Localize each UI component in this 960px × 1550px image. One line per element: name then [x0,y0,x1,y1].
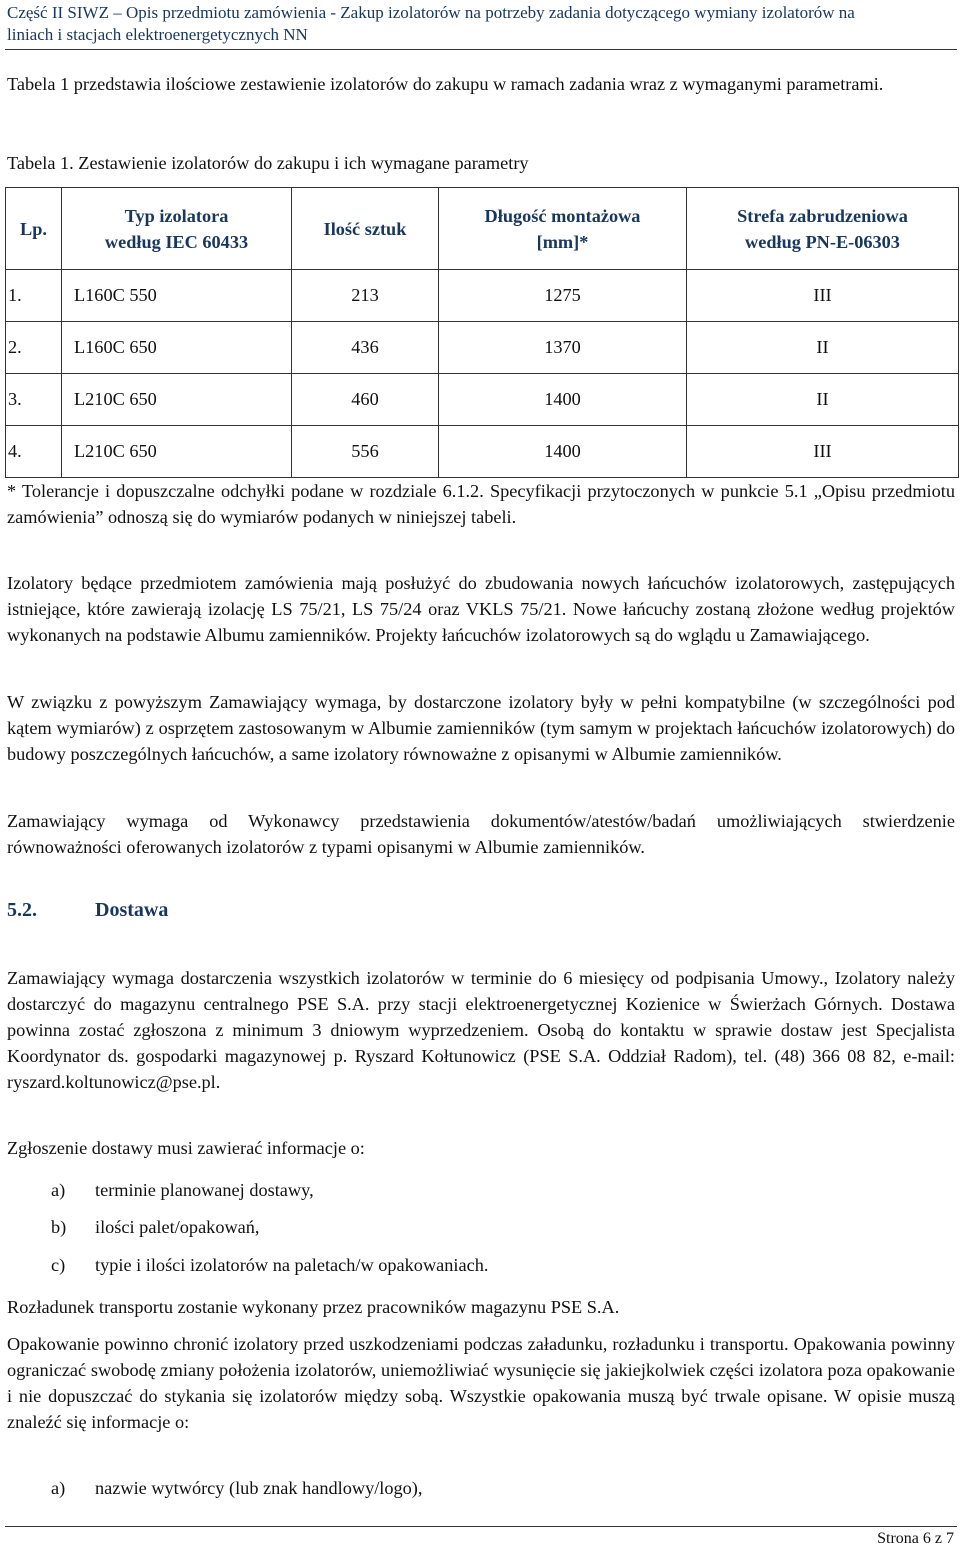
delivery-paragraph: Zamawiający wymaga dostarczenia wszystkich izolatorów w terminie do 6 miesięcy od podpisania Umowy., Izolatory należy dostarczyć do magazynu centralnego PSE S.A. przy stacji elektroenergetycznej Kozienice w Świerżach Górnych. Dostawa powinna zostać zgłoszona z minimum 3 dniowym wyprzedzeniem. Osobą do kontaktu w sprawie dostaw jest Specjalista Koordynator ds. gospodarki magazynowej p. Ryszard Kołtunowicz (PSE S.A. Oddział Radom), tel. (48) 366 08 82, e-mail: ryszard.koltunowicz@pse.pl. [7,968,955,1092]
cell-lp: 1. [6,270,62,322]
cell-type: L160C 650 [62,322,292,374]
cell-zone: III [687,426,959,478]
list-text: nazwie wytwórcy (lub znak handlowy/logo), [95,1478,423,1498]
table-row [6,426,959,478]
header-type-line2: według IEC 60433 [104,231,249,252]
header-zone [687,188,959,270]
cell-length: 1400 [439,426,687,478]
cell-type: L210C 650 [62,426,292,478]
list-text: ilości palet/opakowań, [95,1217,260,1237]
list-item [7,1177,314,1203]
header-length-line2: [mm]* [536,231,589,252]
list-item [7,1214,260,1240]
header-zone-line1: Strefa zabrudzeniowa [737,205,908,226]
list-marker: a) [51,1180,66,1200]
header-quantity-text: Ilość sztuk [323,218,407,239]
list-marker: b) [51,1217,67,1237]
cell-zone: II [687,374,959,426]
insulator-table [5,187,959,478]
header-line-2: liniach i stacjach elektroenergetycznych NN [7,25,308,44]
header-line-1: Część II SIWZ – Opis przedmiotu zamówienia - Zakup izolatorów na potrzeby zadania dotyczącego wymiany izolatorów na [7,3,855,22]
footer-divider [5,1526,957,1527]
cell-quantity: 436 [292,322,439,374]
section-title: Dostawa [95,899,169,921]
cell-zone: III [687,270,959,322]
table-title: Tabela 1. Zestawienie izolatorów do zakupu i ich wymagane parametry [7,153,529,173]
list-item [7,1475,422,1501]
list-text: terminie planowanej dostawy, [95,1180,314,1200]
header-length [439,188,687,270]
cell-quantity: 213 [292,270,439,322]
unloading-paragraph: Rozładunek transportu zostanie wykonany przez pracowników magazynu PSE S.A. [7,1297,620,1317]
header-type-line1: Typ izolatora [124,205,229,226]
page-header [7,2,957,46]
page-number: Strona 6 z 7 [877,1530,954,1547]
list-marker: a) [51,1478,66,1498]
intro-paragraph: Tabela 1 przedstawia ilościowe zestawienie izolatorów do zakupu w ramach zadania wraz z wymaganymi parametrami. [7,74,884,94]
section-number: 5.2. [7,899,37,921]
paragraph-compatibility: W związku z powyższym Zamawiający wymaga, by dostarczone izolatory były w pełni kompatybilne (w szczególności pod kątem wymiarów) z osprzętem zastosowanym w Albumie zamienników (tym samym w projektach łańcuchów izolatorowych) do budowy poszczególnych łańcuchów, a same izolatory równoważne z opisanymi w Albumie zamienników. [7,692,955,764]
notification-intro: Zgłoszenie dostawy musi zawierać informacje o: [7,1138,365,1158]
header-lp-text: Lp. [20,218,47,239]
cell-length: 1400 [439,374,687,426]
header-quantity [292,188,439,270]
section-heading [7,899,168,922]
table-row [6,374,959,426]
table-row [6,322,959,374]
cell-quantity: 460 [292,374,439,426]
cell-length: 1370 [439,322,687,374]
table-row [6,270,959,322]
cell-length: 1275 [439,270,687,322]
packaging-paragraph: Opakowanie powinno chronić izolatory przed uszkodzeniami podczas załadunku, rozładunku i transportu. Opakowania powinny ograniczać swobodę zmiany położenia izolatorów, uniemożliwiać wysunięcie się jakiejkolwiek części izolatora poza opakowanie i nie dopuszczać do stykania się izolatorów między sobą. Wszystkie opakowania muszą być trwale opisane. W opisie muszą znaleźć się informacje o: [7,1334,955,1432]
table-header-row [6,188,959,270]
paragraph-insulators: Izolatory będące przedmiotem zamówienia mają posłużyć do zbudowania nowych łańcuchów izolatorowych, zastępujących istniejące, które zawierają izolację LS 75/21, LS 75/24 oraz VKLS 75/21. Nowe łańcuchy zostaną złożone według projektów wykonanych na podstawie Albumu zamienników. Projekty łańcuchów izolatorowych są do wglądu u Zamawiającego. [7,573,955,645]
table-footnote: * Tolerancje i dopuszczalne odchyłki podane w rozdziale 6.1.2. Specyfikacji przytoczonych w punkcie 5.1 „Opisu przedmiotu zamówienia” odnoszą się do wymiarów podanych w niniejszej tabeli. [7,481,955,527]
list-text: typie i ilości izolatorów na paletach/w opakowaniach. [95,1255,489,1275]
cell-quantity: 556 [292,426,439,478]
cell-type: L210C 650 [62,374,292,426]
paragraph-documents: Zamawiający wymaga od Wykonawcy przedstawienia dokumentów/atestów/badań umożliwiających stwierdzenie równoważności oferowanych izolatorów z typami opisanymi w Albumie zamienników. [7,811,955,857]
cell-lp: 4. [6,426,62,478]
cell-type: L160C 550 [62,270,292,322]
list-marker: c) [51,1255,66,1275]
header-lp [6,188,62,270]
cell-zone: II [687,322,959,374]
list-item [7,1252,488,1278]
cell-lp: 3. [6,374,62,426]
cell-lp: 2. [6,322,62,374]
header-zone-line2: według PN-E-06303 [745,231,900,252]
header-length-line1: Długość montażowa [484,205,641,226]
header-divider [5,49,957,50]
header-type [62,188,292,270]
